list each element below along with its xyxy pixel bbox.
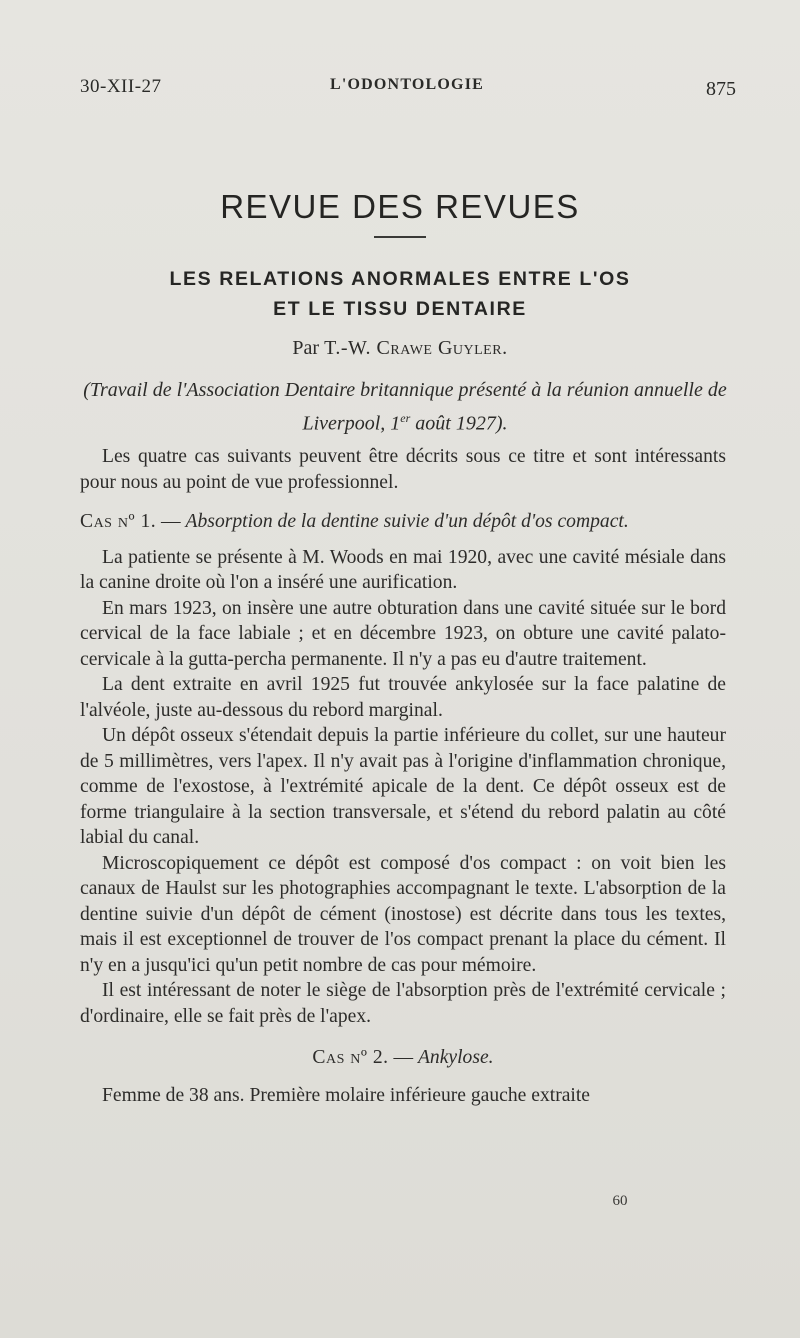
- page-number: 875: [706, 78, 736, 100]
- paragraph: Femme de 38 ans. Première molaire inférieure gauche extraite: [102, 1084, 590, 1106]
- paragraph: Il est intéressant de noter le siège de l'absorption près de l'extrémité cervicale ; d'ordinaire, elle se fait près de l'apex.: [80, 980, 726, 1027]
- title-rule: [374, 236, 426, 238]
- article-title-line2: ET LE TISSU DENTAIRE: [273, 298, 527, 320]
- journal-name: L'ODONTOLOGIE: [330, 76, 485, 93]
- byline: [0, 337, 800, 360]
- case-1-heading: [80, 509, 726, 535]
- signature-mark: 60: [612, 1193, 628, 1209]
- paragraph-intro: Les quatre cas suivants peuvent être décrits sous ce titre et sont intéressants pour nous au point de vue professionnel.: [80, 446, 726, 493]
- case-2-title: Ankylose.: [417, 1047, 494, 1068]
- article-body: [80, 444, 726, 1108]
- paragraph: La dent extraite en avril 1925 fut trouvée ankylosée sur la face palatine de l'alvéole, juste au-dessous du rebord marginal.: [80, 674, 726, 721]
- author-name: T.-W. Crawe Guyler.: [324, 337, 508, 359]
- byline-prefix: Par: [292, 337, 320, 359]
- article-title: [0, 264, 800, 324]
- case-2-label: Cas nº 2.: [312, 1047, 389, 1068]
- running-head: [80, 70, 736, 100]
- case-2-dash: —: [388, 1047, 418, 1068]
- case-1-dash: —: [156, 511, 186, 532]
- paragraph: En mars 1923, on insère une autre obturation dans une cavité située sur le bord cervical de la face labiale ; et en décembre 1923, on obture une cavité palato-cervicale à la gutta-percha permanente. Il n'y a pas eu d'autre traitement.: [80, 597, 726, 670]
- source-note-text: (Travail de l'Association Dentaire britannique présenté à la réunion annuelle de Liverpool, 1: [83, 379, 727, 435]
- paragraph: La patiente se présente à M. Woods en mai 1920, avec une cavité mésiale dans la canine droite où l'on a inséré une aurification.: [80, 546, 726, 593]
- case-2-heading: [80, 1045, 726, 1071]
- source-note: [80, 376, 730, 438]
- section-title: REVUE DES REVUES: [220, 188, 580, 225]
- case-1-label: Cas nº 1.: [80, 511, 157, 532]
- source-note-sup: er: [400, 411, 411, 425]
- issue-date: 30-XII-27: [80, 76, 162, 97]
- article-title-line1: LES RELATIONS ANORMALES ENTRE L'OS: [169, 268, 631, 290]
- paragraph: Microscopiquement ce dépôt est composé d'os compact : on voit bien les canaux de Haulst sur les photographies accompagnant le texte. L'absorption de la dentine suivie d'un dépôt de cément (inostose) est décrite dans tous les textes, mais il est exceptionnel de trouver de l'os compact prenant la place du cément. Il n'y en a jusqu'ici qu'un petit nombre de cas pour mémoire.: [80, 852, 726, 976]
- source-note-end: août 1927).: [410, 412, 508, 435]
- case-1-title: Absorption de la dentine suivie d'un dépôt d'os compact.: [185, 511, 629, 532]
- paragraph: Un dépôt osseux s'étendait depuis la partie inférieure du collet, sur une hauteur de 5 millimètres, vers l'apex. Il n'y avait pas à l'origine d'inflammation chronique, comme de l'exostose, à l'extrémité apicale de la dent. Ce dépôt osseux est de forme triangulaire à la section transversale, et s'étend du rebord palatin au côté labial du canal.: [80, 725, 726, 848]
